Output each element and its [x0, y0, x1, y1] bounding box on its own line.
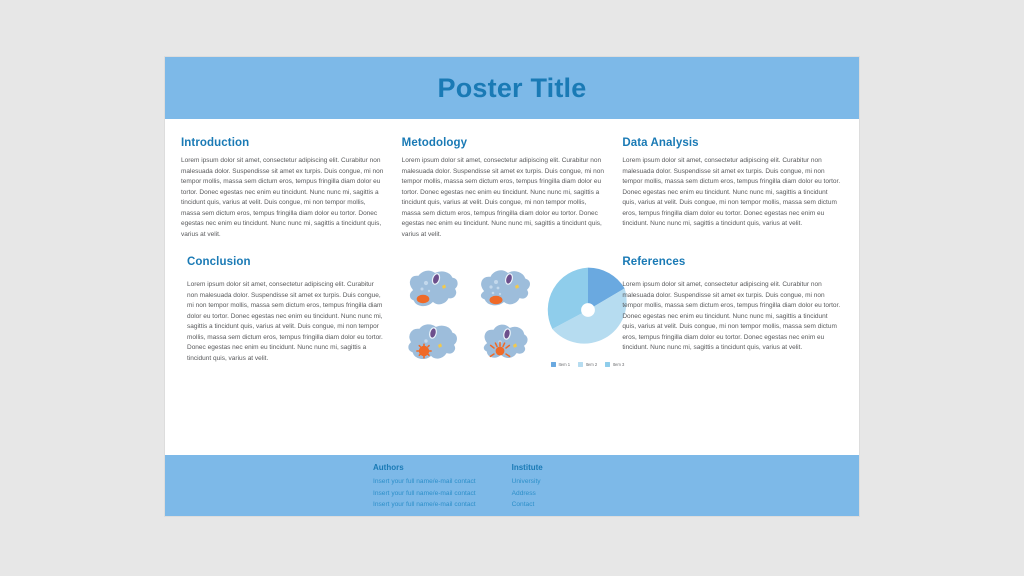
legend-item — [551, 362, 570, 367]
section-body-metodology: Lorem ipsum dolor sit amet, consectetur adipiscing elit. Curabitur non malesuada dolor. Suspendisse sit amet ex turpis. Duis congue, mi non tempor mollis, massa sem dictum eros, tempus fringilla diam dolor eu tortor. Donec egestas nec enim eu tincidunt. Nunc nunc mi, sagittis a tincidunt quis, varius at velit. Duis congue, mi non tempor mollis, massa sem dictum eros, tempus fringilla diam dolor eu tortor. Donec egestas nec enim eu tincidunt. Nunc nunc mi, sagittis a tincidunt quis, varius at velit. — [401, 157, 604, 238]
cell-illustration-icon — [474, 318, 536, 368]
section-heading-conclusion: Conclusion — [187, 256, 251, 269]
donut-hole — [581, 303, 595, 317]
section-heading-data-analysis: Data Analysis — [622, 137, 699, 149]
cell-illustration-grid — [402, 264, 536, 368]
poster-row-bottom — [181, 256, 843, 368]
legend-swatch-icon — [605, 362, 610, 367]
cell-illustration-icon — [402, 264, 464, 314]
legend-label: Item 1 — [558, 362, 571, 368]
legend-item — [578, 362, 597, 367]
institute-line-university[interactable]: University — [511, 478, 541, 485]
poster-title-band — [165, 57, 859, 119]
section-data-analysis — [622, 137, 843, 240]
footer-institute-block — [512, 463, 543, 516]
section-conclusion — [181, 256, 402, 368]
section-references — [622, 256, 843, 368]
section-body-introduction: Lorem ipsum dolor sit amet, consectetur adipiscing elit. Curabitur non malesuada dolor. Suspendisse sit amet ex turpis. Duis congue, mi non tempor mollis, massa sem dictum eros, tempus fringilla diam dolor eu tortor. Donec egestas nec enim eu tincidunt. Nunc nunc mi, sagittis a tincidunt quis, varius at velit. Duis congue, mi non tempor mollis, massa sem dictum eros, tempus fringilla diam dolor eu tortor. Donec egestas nec enim eu tincidunt. Nunc nunc mi, sagittis a tincidunt quis, varius at velit. — [181, 157, 384, 238]
section-metodology — [402, 137, 623, 240]
page-title: Poster Title — [437, 72, 587, 103]
section-heading-introduction: Introduction — [181, 137, 250, 149]
legend-label: Item 3 — [612, 362, 625, 368]
figure-area — [402, 256, 623, 368]
section-heading-metodology: Metodology — [401, 137, 468, 149]
poster-row-top — [181, 137, 843, 240]
institute-line-contact[interactable]: Contact — [511, 501, 535, 509]
author-contact-line[interactable]: Insert your full name/e-mail contact — [373, 478, 476, 485]
author-contact-line[interactable]: Insert your full name/e-mail contact — [373, 489, 476, 497]
section-heading-references: References — [622, 256, 686, 269]
cell-illustration-icon — [402, 318, 464, 368]
section-body-references: Lorem ipsum dolor sit amet, consectetur adipiscing elit. Curabitur non malesuada dolor. Suspendisse sit amet ex turpis. Duis congue, mi non tempor mollis, massa sem dictum eros, tempus fringilla diam dolor eu tortor. Donec egestas nec enim eu tincidunt. Nunc nunc mi, sagittis a tincidunt quis, varius at velit. Duis congue, mi non tempor mollis, massa sem dictum eros, tempus fringilla diam dolor eu tortor. Donec egestas nec enim eu tincidunt. Nunc nunc mi, sagittis a tincidunt quis, varius at velit. — [622, 281, 841, 352]
chart-legend — [551, 362, 624, 367]
footer-heading-institute: Institute — [511, 463, 543, 472]
footer-authors-block — [373, 463, 476, 516]
poster-document — [165, 57, 859, 516]
legend-swatch-icon — [551, 362, 556, 367]
poster-footer-band — [165, 455, 859, 516]
section-body-data-analysis: Lorem ipsum dolor sit amet, consectetur adipiscing elit. Curabitur non malesuada dolor. Suspendisse sit amet ex turpis. Duis congue, mi non tempor mollis, massa sem dictum eros, tempus fringilla diam dolor eu tortor. Donec egestas nec enim eu tincidunt. Nunc nunc mi, sagittis a tincidunt quis, varius at velit. Duis congue, mi non tempor mollis, massa sem dictum eros, tempus fringilla diam dolor eu tortor. Donec egestas nec enim eu tincidunt. Nunc nunc mi, sagittis a tincidunt quis, varius at velit. — [622, 157, 841, 228]
section-body-conclusion: Lorem ipsum dolor sit amet, consectetur adipiscing elit. Curabitur non malesuada dolor. Suspendisse sit amet ex turpis. Duis congue, mi non tempor mollis, massa sem dictum eros, tempus fringilla diam dolor eu tortor. Donec egestas nec enim eu tincidunt. Nunc nunc mi, sagittis a tincidunt quis, varius at velit. Duis congue, mi non tempor mollis, massa sem dictum eros, tempus fringilla diam dolor eu tortor. Donec egestas nec enim eu tincidunt. Nunc nunc mi, sagittis a tincidunt quis, varius at velit. — [187, 281, 383, 362]
legend-swatch-icon — [578, 362, 583, 367]
section-introduction — [181, 137, 402, 240]
cell-illustration-icon — [474, 264, 536, 314]
donut-chart-figure — [542, 264, 634, 367]
legend-label: Item 2 — [585, 362, 598, 368]
donut-chart — [542, 264, 634, 356]
poster-body — [165, 119, 859, 455]
footer-heading-authors: Authors — [373, 463, 404, 472]
institute-line-address[interactable]: Address — [511, 489, 536, 497]
author-contact-line[interactable]: Insert your full name/e-mail contact — [373, 501, 476, 509]
